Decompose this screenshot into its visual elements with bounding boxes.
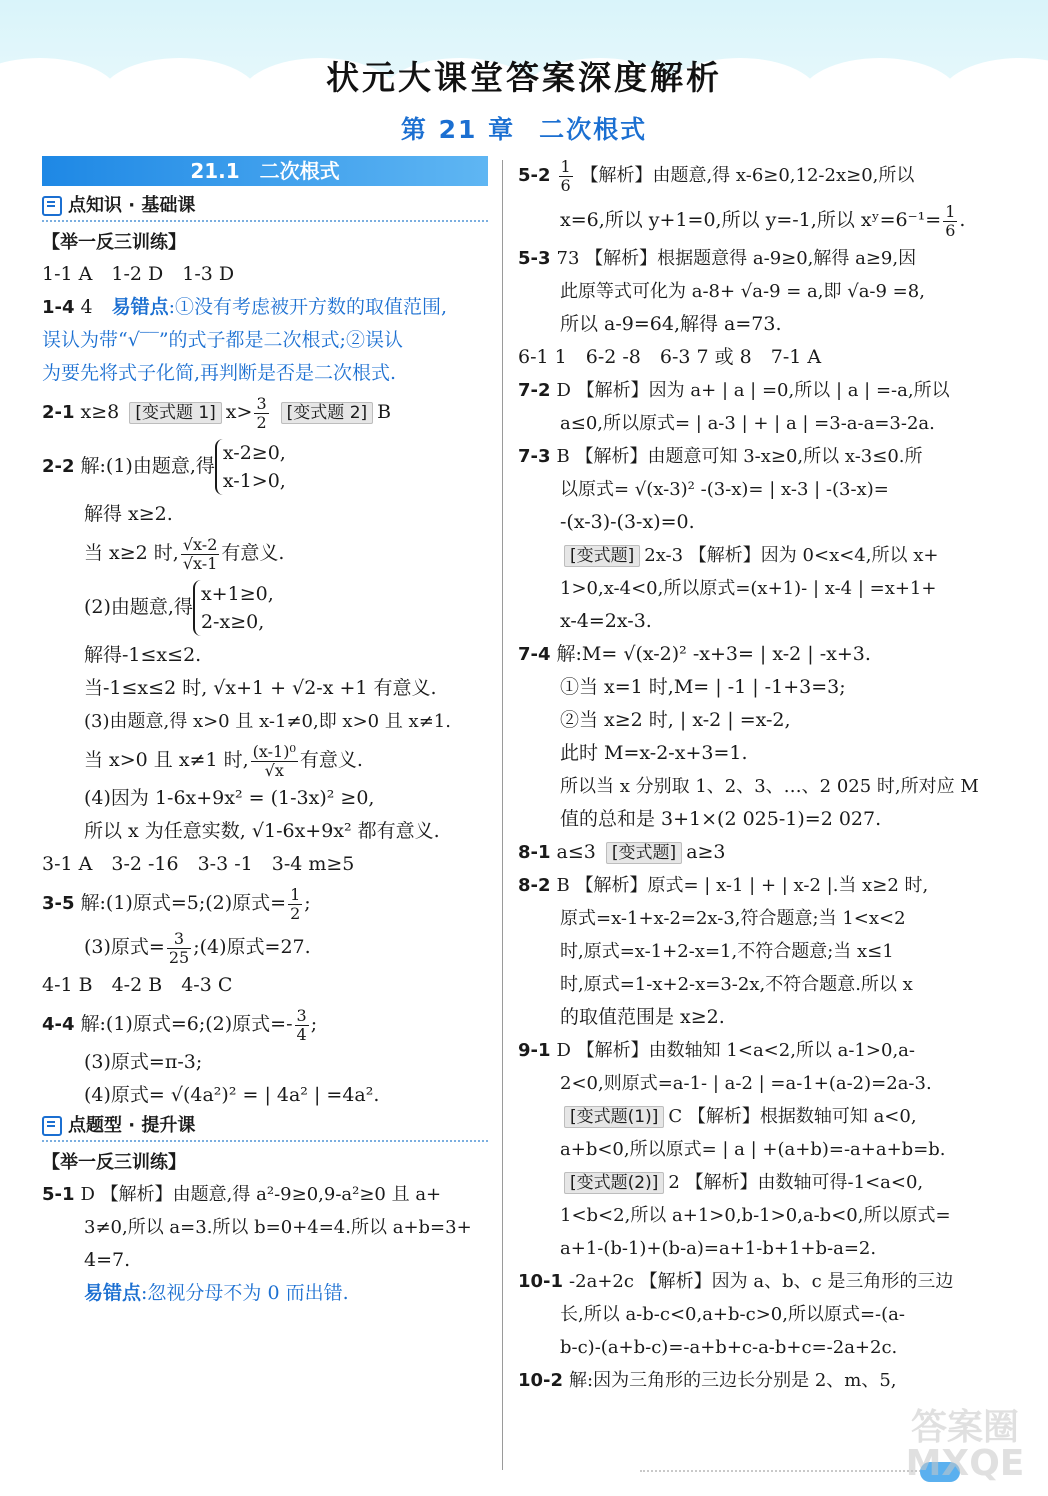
error-point-label: 易错点 xyxy=(111,296,169,318)
answer-line xyxy=(42,434,488,498)
question-number: 1-4 xyxy=(42,297,75,318)
text-span: D 【解析】因为 a+ | a | =0,所以 | a | =-a,所以 xyxy=(556,380,950,401)
answer-line: 所以当 x 分别取 1、2、3、…、2 025 时,所对应 M xyxy=(560,776,979,797)
text-span: B 【解析】由题意可知 3-x≥0,所以 x-3≤0.所 xyxy=(556,446,923,467)
text-span: ; xyxy=(304,892,311,914)
text-span: -2a+2c 【解析】因为 a、b、c 是三角形的三边 xyxy=(569,1271,954,1292)
denominator: 6 xyxy=(560,175,571,195)
fraction xyxy=(943,203,957,240)
fraction xyxy=(288,886,302,923)
answer-line: 以原式= √(x-3)² -(3-x)= | x-3 | -(3-x)= xyxy=(560,479,889,500)
answer-line: 值的总和是 3+1×(2 025-1)=2 027. xyxy=(560,808,882,830)
answer-line xyxy=(518,1166,970,1199)
denominator: 2 xyxy=(256,412,267,432)
answer-line: b-c)-(a+b-c)=-a+b+c-a-b+c=-2a+2c. xyxy=(560,1337,898,1358)
question-number: 5-3 xyxy=(518,248,551,269)
variant-tag: [变式题 2] xyxy=(281,402,373,424)
question-number: 7-2 xyxy=(518,380,551,401)
chapter-name: 二次根式 xyxy=(539,115,648,144)
root-symbol: √‾‾ xyxy=(127,329,159,351)
answer-line xyxy=(518,1364,970,1397)
question-number: 10-2 xyxy=(518,1370,564,1391)
answer-line xyxy=(42,1178,488,1211)
question-number: 5-2 xyxy=(518,165,551,186)
section-bar xyxy=(42,156,488,186)
answer-line: 所以 a-9=64,解得 a=73. xyxy=(560,313,782,335)
answer-value: x> xyxy=(225,401,253,423)
subhead-label: 点知识 · 基础课 xyxy=(68,195,196,216)
variant-tag: [变式题(2)] xyxy=(564,1172,664,1194)
answer-line: 解得-1≤x≤2. xyxy=(84,644,202,666)
fraction xyxy=(251,743,298,780)
section-name: 二次根式 xyxy=(259,159,340,183)
numerator: 1 xyxy=(945,201,956,221)
answer-line: ①当 x=1 时,M= | -1 | -1+3=3; xyxy=(560,676,846,698)
answer-line xyxy=(42,881,488,925)
answer-line xyxy=(518,1100,970,1133)
answer-line: 的取值范围是 x≥2. xyxy=(560,1006,725,1028)
answer-line: a+b<0,所以原式= | a | +(a+b)=-a+a+b=b. xyxy=(560,1139,946,1160)
training-heading: 【举一反三训练】 xyxy=(42,1152,186,1173)
error-point-line xyxy=(42,1277,488,1310)
variant-tag: [变式题 1] xyxy=(129,402,221,424)
answer-line: 4=7. xyxy=(84,1249,131,1271)
answer-line: 4-1 B 4-2 B 4-3 C xyxy=(42,974,233,996)
text-span: (2)由题意,得 xyxy=(84,596,193,618)
book-icon xyxy=(42,196,62,216)
text-span: 有意义. xyxy=(299,749,363,771)
error-point-text: :忽视分母不为 0 而出错. xyxy=(141,1282,349,1304)
fraction xyxy=(167,930,191,967)
equation: x-2≥0, xyxy=(222,442,286,464)
answer-value: a≥3 xyxy=(686,841,726,863)
text-span: C 【解析】根据数轴可知 a<0, xyxy=(668,1106,917,1127)
denominator: 25 xyxy=(168,947,190,967)
answer-line: 1<b<2,所以 a+1>0,b-1>0,a-b<0,所以原式= xyxy=(560,1205,951,1226)
answer-value: x≥8 xyxy=(80,401,120,423)
answer-line: (3)原式=π-3; xyxy=(84,1051,203,1073)
subhead-question-types xyxy=(42,1112,488,1142)
answer-line: -(x-3)-(3-x)=0. xyxy=(560,511,695,533)
fraction xyxy=(559,158,573,195)
numerator: 3 xyxy=(296,1005,307,1025)
answer-value: a≤3 xyxy=(556,841,596,863)
text-span: D 【解析】由数轴知 1<a<2,所以 a-1>0,a- xyxy=(556,1040,915,1061)
text-span: D 【解析】由题意,得 a²-9≥0,9-a²≥0 且 a+ xyxy=(80,1184,442,1205)
numerator: √x-2 xyxy=(182,534,218,554)
footer-rule xyxy=(640,1470,940,1480)
fraction xyxy=(181,536,220,573)
error-point-text xyxy=(42,324,488,357)
notebook-icon xyxy=(42,1116,62,1136)
answer-line xyxy=(518,638,970,671)
question-number: 5-1 xyxy=(42,1184,75,1205)
equation: 2-x≥0, xyxy=(200,611,265,633)
answer-line: a≤0,所以原式= | a-3 | + | a | =3-a-a=3-2a. xyxy=(560,413,935,434)
text-span: ;(4)原式=27. xyxy=(193,936,311,958)
chapter-heading xyxy=(0,110,1048,146)
text-span: . xyxy=(959,209,966,231)
question-number: 8-2 xyxy=(518,875,551,896)
answer-value: B xyxy=(377,401,392,423)
numerator: 1 xyxy=(560,156,571,176)
answer-line: 1-1 A 1-2 D 1-3 D xyxy=(42,263,235,285)
answer-line: (3)由题意,得 x>0 且 x-1≠0,即 x>0 且 x≠1. xyxy=(84,711,451,732)
answer-line xyxy=(518,440,970,473)
variant-tag: [变式题(1)] xyxy=(564,1106,664,1128)
answer-line xyxy=(518,1265,970,1298)
answer-line xyxy=(518,374,970,407)
answer-line xyxy=(42,531,488,575)
error-point-text: 为要先将式子化简,再判断是否是二次根式. xyxy=(42,362,397,384)
question-number: 10-1 xyxy=(518,1271,564,1292)
equation: x-1>0, xyxy=(222,470,286,492)
text-span: ; xyxy=(310,1013,318,1035)
variant-tag: [变式题] xyxy=(606,842,682,864)
subhead-label: 点题型 · 提升课 xyxy=(68,1115,196,1136)
text-span: 解:因为三角形的三边长分别是 2、m、5, xyxy=(569,1370,897,1391)
answer-line xyxy=(42,390,488,434)
question-number: 8-1 xyxy=(518,842,551,863)
text-span: (3)原式= xyxy=(84,936,165,958)
answer-line xyxy=(518,198,970,242)
denominator: 2 xyxy=(290,903,301,923)
answer-line xyxy=(518,539,970,572)
question-number: 7-4 xyxy=(518,644,551,665)
answer-line xyxy=(42,291,488,324)
answer-line: 3≠0,所以 a=3.所以 b=0+4=4.所以 a+b=3+ xyxy=(84,1217,472,1238)
answer-line: 长,所以 a-b-c<0,a+b-c>0,所以原式=-(a- xyxy=(560,1304,905,1325)
text-span: 当 x≥2 时, xyxy=(84,542,179,564)
answer-line: ②当 x≥2 时, | x-2 | =x-2, xyxy=(560,709,791,731)
answer-line xyxy=(518,836,970,869)
text-span: 【解析】由题意,得 x-6≥0,12-2x≥0,所以 xyxy=(580,165,915,186)
question-number: 4-4 xyxy=(42,1014,75,1035)
answer-line: 原式=x-1+x-2=2x-3,符合题意;当 1<x<2 xyxy=(560,908,906,929)
answer-line: a+1-(b-1)+(b-a)=a+1-b+1+b-a=2. xyxy=(560,1238,877,1259)
answer-line xyxy=(42,1002,488,1046)
question-number: 2-1 xyxy=(42,402,75,423)
training-heading: 【举一反三训练】 xyxy=(42,232,186,253)
text-span: 有意义. xyxy=(221,542,285,564)
answer-line xyxy=(42,575,488,639)
equation: x+1≥0, xyxy=(200,583,274,605)
answer-line: x-4=2x-3. xyxy=(560,610,652,632)
text-span: 解:(1)原式=5;(2)原式= xyxy=(80,892,287,914)
error-point-label: 易错点 xyxy=(84,1282,142,1304)
page-title: 状元大课堂答案深度解析 xyxy=(326,58,722,97)
answer-line: 1>0,x-4<0,所以原式=(x+1)- | x-4 | =x+1+ xyxy=(560,578,937,599)
text-span: 解:M= √(x-2)² -x+3= | x-2 | -x+3. xyxy=(556,643,871,665)
subhead-knowledge xyxy=(42,192,488,222)
error-point-text: :①没有考虑被开方数的取值范围, xyxy=(168,296,448,318)
denominator: √x-1 xyxy=(182,553,218,573)
answer-line: 2<0,则原式=a-1- | a-2 | =a-1+(a-2)=2a-3. xyxy=(560,1073,932,1094)
equation-system xyxy=(193,580,274,636)
answer-line xyxy=(518,869,970,902)
left-column xyxy=(42,154,488,1310)
numerator: 3 xyxy=(167,930,191,949)
numerator: (x-1)⁰ xyxy=(252,741,296,761)
denominator: √x xyxy=(264,760,284,780)
denominator: 6 xyxy=(945,220,956,240)
text-span: ”的式子都是二次根式;②误认 xyxy=(158,329,403,351)
answer-line xyxy=(42,738,488,782)
numerator: 3 xyxy=(256,393,267,413)
column-divider xyxy=(502,160,503,1470)
answer-value: 4 xyxy=(80,296,93,318)
text-span: B 【解析】原式= | x-1 | + | x-2 |.当 x≥2 时, xyxy=(556,875,929,896)
text-span: 误认为带“ xyxy=(42,329,128,351)
right-column xyxy=(518,154,979,1397)
answer-line xyxy=(518,242,970,275)
text-span: 当 x>0 且 x≠1 时, xyxy=(84,749,249,771)
answer-line: 6-1 1 6-2 -8 6-3 7 或 8 7-1 A xyxy=(518,346,822,368)
answer-line: 此时 M=x-2-x+3=1. xyxy=(560,742,748,764)
text-span: 2x-3 【解析】因为 0<x<4,所以 x+ xyxy=(644,545,939,566)
answer-line xyxy=(42,925,488,969)
section-number: 21.1 xyxy=(190,159,240,183)
text-span: 73 【解析】根据题意得 a-9≥0,解得 a≥9,因 xyxy=(556,248,917,269)
answer-line: 3-1 A 3-2 -16 3-3 -1 3-4 m≥5 xyxy=(42,853,355,875)
variant-tag: [变式题] xyxy=(564,545,640,567)
text-span: 2 【解析】由数轴可得-1<a<0, xyxy=(668,1172,924,1193)
answer-line: 此原等式可化为 a-8+ √a-9 = a,即 √a-9 =8, xyxy=(560,281,925,302)
answer-line: (4)因为 1-6x+9x² = (1-3x)² ≥0, xyxy=(84,787,375,809)
answer-line xyxy=(518,1034,970,1067)
text-span: x=6,所以 y+1=0,所以 y=-1,所以 xʸ=6⁻¹= xyxy=(560,209,942,231)
text-span: 解:(1)原式=6;(2)原式=- xyxy=(80,1013,293,1035)
answer-line: 时,原式=1-x+2-x=3-2x,不符合题意.所以 x xyxy=(560,974,913,995)
equation-system xyxy=(215,439,286,495)
chapter-label: 第 21 章 xyxy=(400,115,516,144)
denominator: 4 xyxy=(296,1024,307,1044)
question-number: 3-5 xyxy=(42,893,75,914)
fraction xyxy=(254,395,268,432)
answer-line: 时,原式=x-1+2-x=1,不符合题意;当 x≤1 xyxy=(560,941,894,962)
question-number: 9-1 xyxy=(518,1040,551,1061)
question-number: 2-2 xyxy=(42,456,75,477)
answer-line xyxy=(518,154,970,198)
watermark-logo: 答案圈 MXQE xyxy=(905,1407,1025,1484)
answer-line: 解得 x≥2. xyxy=(84,503,173,525)
fraction xyxy=(295,1007,309,1044)
answer-line: (4)原式= √(4a²)² = | 4a² | =4a². xyxy=(84,1084,380,1106)
question-number: 7-3 xyxy=(518,446,551,467)
answer-line: 所以 x 为任意实数, √1-6x+9x² 都有意义. xyxy=(84,820,440,842)
text-span: 解:(1)由题意,得 xyxy=(80,455,215,477)
numerator: 1 xyxy=(290,884,301,904)
answer-line: 当-1≤x≤2 时, √x+1 + √2-x +1 有意义. xyxy=(84,677,437,699)
